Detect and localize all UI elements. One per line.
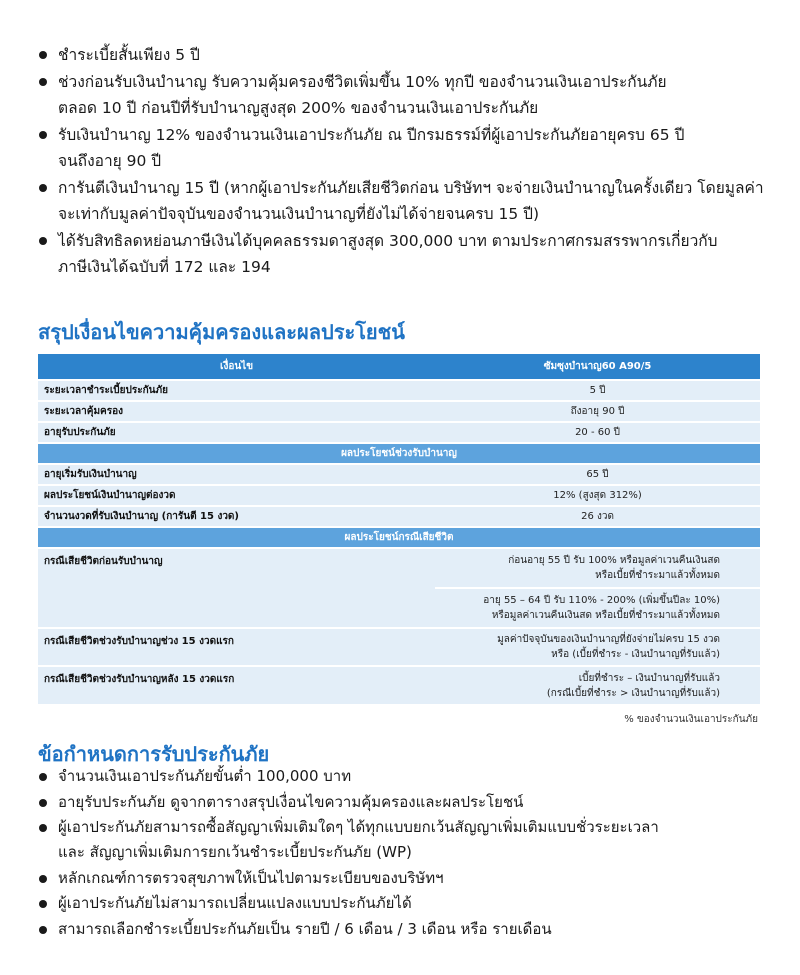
bullet-icon (39, 926, 47, 934)
feature-item: รับเงินบำนาญ 12% ของจำนวนเงินเอาประกันภัย ณ ปีกรมธรรม์ที่ผู้เอาประกันภัยอายุครบ 65 ปี จนถึงอายุ 90 ปี (38, 122, 778, 174)
table-row (38, 422, 760, 443)
bullet-icon (39, 773, 47, 781)
row-label: ระยะเวลาคุ้มครอง (38, 401, 435, 422)
summary-section-title: สรุปเงื่อนไขความคุ้มครองและผลประโยชน์ (38, 320, 405, 344)
terms-item: จำนวนเงินเอาประกันภัยขั้นต่ำ 100,000 บาท (38, 764, 778, 789)
row-value: เบี้ยที่ชำระ – เงินบำนาญที่รับแล้ว (กรณีเบี้ยที่ชำระ > เงินบำนาญที่รับแล้ว) (435, 666, 760, 704)
row-label: กรณีเสียชีวิตก่อนรับบำนาญ (38, 548, 435, 628)
table-row (38, 628, 760, 666)
terms-item: ผู้เอาประกันภัยไม่สามารถเปลี่ยนแปลงแบบประกันภัยได้ (38, 891, 778, 916)
table-row (38, 666, 760, 704)
row-value: 12% (สูงสุด 312%) (435, 485, 760, 506)
bullet-icon (39, 184, 47, 192)
row-value: ก่อนอายุ 55 ปี รับ 100% หรือมูลค่าเวนคืนเงินสด หรือเบี้ยที่ชำระมาแล้วทั้งหมด (435, 548, 760, 588)
row-label: ผลประโยชน์เงินบำนาญต่องวด (38, 485, 435, 506)
table-row (38, 380, 760, 401)
table-header-row (38, 354, 760, 380)
section-death-title: ผลประโยชน์กรณีเสียชีวิต (38, 527, 760, 548)
bullet-icon (39, 237, 47, 245)
row-label: อายุรับประกันภัย (38, 422, 435, 443)
summary-table (38, 354, 760, 704)
table-row (38, 506, 760, 527)
terms-section-title: ข้อกำหนดการรับประกันภัย (38, 742, 270, 766)
bullet-icon (39, 799, 47, 807)
table-row (38, 548, 760, 588)
column-header-plan: ซัมซุงบำนาญ60 A90/5 (435, 354, 760, 380)
section-pension-title: ผลประโยชน์ช่วงรับบำนาญ (38, 443, 760, 464)
bullet-icon (39, 131, 47, 139)
bullet-icon (39, 900, 47, 908)
terms-item: ผู้เอาประกันภัยสามารถซื้อสัญญาเพิ่มเติมใดๆ ได้ทุกแบบยกเว้นสัญญาเพิ่มเติมแบบชั่วระยะเวลา และ สัญญาเพิ่มเติมการยกเว้นชำระเบี้ยประกันภัย (WP) (38, 815, 778, 865)
row-label: ระยะเวลาชำระเบี้ยประกันภัย (38, 380, 435, 401)
terms-list (38, 764, 778, 942)
table-footnote: % ของจำนวนเงินเอาประกันภัย (624, 714, 758, 725)
row-value: 5 ปี (435, 380, 760, 401)
terms-item: สามารถเลือกชำระเบี้ยประกันภัยเป็น รายปี / 6 เดือน / 3 เดือน หรือ รายเดือน (38, 917, 778, 942)
row-value: ถึงอายุ 90 ปี (435, 401, 760, 422)
table-row (38, 485, 760, 506)
feature-item: การันตีเงินบำนาญ 15 ปี (หากผู้เอาประกันภัยเสียชีวิตก่อน บริษัทฯ จะจ่ายเงินบำนาญในครั้งเดียว โดยมูลค่า จะเท่ากับมูลค่าปัจจุบันของจำนวนเงินบำนาญที่ยังไม่ได้จ่ายจนครบ 15 ปี) (38, 175, 778, 227)
feature-item: ช่วงก่อนรับเงินบำนาญ รับความคุ้มครองชีวิตเพิ่มขึ้น 10% ทุกปี ของจำนวนเงินเอาประกันภัย ตลอด 10 ปี ก่อนปีที่รับบำนาญสูงสุด 200% ของจำนวนเงินเอาประกันภัย (38, 69, 778, 121)
row-value: อายุ 55 – 64 ปี รับ 110% - 200% (เพิ่มขึ้นปีละ 10%) หรือมูลค่าเวนคืนเงินสด หรือเบี้ยที่ชำระมาแล้วทั้งหมด (435, 588, 760, 628)
column-header-condition: เงื่อนไข (38, 354, 435, 380)
row-label: อายุเริ่มรับเงินบำนาญ (38, 464, 435, 485)
row-value: มูลค่าปัจจุบันของเงินบำนาญที่ยังจ่ายไม่ครบ 15 งวด หรือ (เบี้ยที่ชำระ - เงินบำนาญที่รับแล้ว) (435, 628, 760, 666)
row-label: กรณีเสียชีวิตช่วงรับบำนาญหลัง 15 งวดแรก (38, 666, 435, 704)
bullet-icon (39, 78, 47, 86)
row-value: 65 ปี (435, 464, 760, 485)
row-label: จำนวนงวดที่รับเงินบำนาญ (การันตี 15 งวด) (38, 506, 435, 527)
bullet-icon (39, 51, 47, 59)
table-row (38, 401, 760, 422)
table-section-header (38, 443, 760, 464)
table-row (38, 464, 760, 485)
terms-item: อายุรับประกันภัย ดูจากตารางสรุปเงื่อนไขความคุ้มครองและผลประโยชน์ (38, 790, 778, 815)
feature-item: ได้รับสิทธิลดหย่อนภาษีเงินได้บุคคลธรรมดาสูงสุด 300,000 บาท ตามประกาศกรมสรรพากรเกี่ยวกับ ภาษีเงินได้ฉบับที่ 172 และ 194 (38, 228, 778, 280)
bullet-icon (39, 875, 47, 883)
terms-item: หลักเกณฑ์การตรวจสุขภาพให้เป็นไปตามระเบียบของบริษัทฯ (38, 866, 778, 891)
table-section-header (38, 527, 760, 548)
row-value: 20 - 60 ปี (435, 422, 760, 443)
row-value: 26 งวด (435, 506, 760, 527)
row-label: กรณีเสียชีวิตช่วงรับบำนาญช่วง 15 งวดแรก (38, 628, 435, 666)
bullet-icon (39, 824, 47, 832)
feature-item: ชำระเบี้ยสั้นเพียง 5 ปี (38, 42, 778, 68)
feature-list (38, 42, 778, 281)
